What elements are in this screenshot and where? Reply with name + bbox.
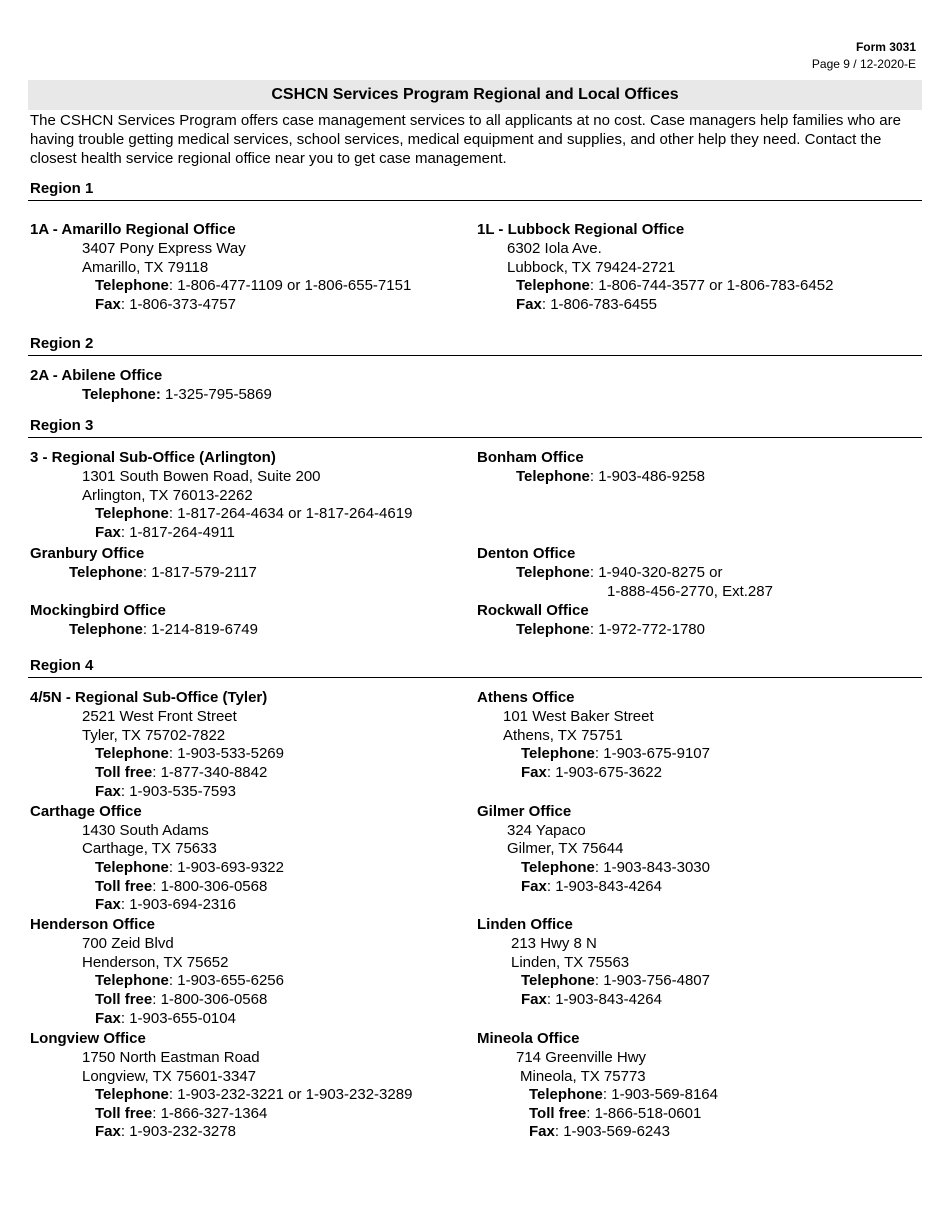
telephone-label: Telephone <box>516 621 590 638</box>
office-address-line1: 213 Hwy 8 N <box>511 935 597 952</box>
office-fax <box>95 296 236 314</box>
office-telephone <box>69 621 258 639</box>
fax-label: Fax <box>521 991 547 1008</box>
page-title: CSHCN Services Program Regional and Local Offices <box>271 86 679 103</box>
telephone-value: : 1-903-756-4807 <box>594 972 710 989</box>
telephone-label: Telephone <box>69 621 143 638</box>
office-fax <box>95 1123 236 1141</box>
office-address-line2: Amarillo, TX 79118 <box>82 259 209 276</box>
region-1-divider <box>28 200 922 201</box>
office-name: Longview Office <box>30 1030 146 1047</box>
office-telephone <box>516 564 723 582</box>
telephone-value: : 1-903-569-8164 <box>602 1086 718 1103</box>
region-4-divider <box>28 677 922 678</box>
office-address-line2: Tyler, TX 75702-7822 <box>82 727 226 744</box>
office-telephone <box>69 564 257 582</box>
office-address-line1: 714 Greenville Hwy <box>516 1049 647 1066</box>
telephone-value: : 1-806-477-1109 or 1-806-655-7151 <box>168 277 412 294</box>
telephone-label: Telephone: <box>82 386 161 403</box>
fax-value: : 1-806-783-6455 <box>541 296 657 313</box>
office-address-line2: Gilmer, TX 75644 <box>507 840 624 857</box>
office-address-line2: Henderson, TX 75652 <box>82 954 229 971</box>
telephone-value: : 1-214-819-6749 <box>142 621 258 638</box>
telephone-value: : 1-806-744-3577 or 1-806-783-6452 <box>589 277 834 294</box>
office-telephone <box>521 745 710 763</box>
region-4-heading: Region 4 <box>30 657 94 674</box>
telephone-label: Telephone <box>69 564 143 581</box>
office-telephone <box>521 972 710 990</box>
telephone-value: : 1-817-579-2117 <box>142 564 257 581</box>
office-name: Bonham Office <box>477 449 584 466</box>
office-telephone <box>95 859 284 877</box>
office-telephone <box>529 1086 718 1104</box>
tollfree-value: : 1-800-306-0568 <box>152 878 268 895</box>
office-address-line2: Mineola, TX 75773 <box>520 1068 646 1085</box>
telephone-label: Telephone <box>516 564 590 581</box>
office-name: Granbury Office <box>30 545 145 562</box>
office-name: Gilmer Office <box>477 803 572 820</box>
page-number: Page 9 / 12-2020-E <box>811 57 916 71</box>
fax-label: Fax <box>521 878 547 895</box>
fax-value: : 1-903-655-0104 <box>120 1010 236 1027</box>
office-address-line2: Linden, TX 75563 <box>511 954 630 971</box>
office-name: 2A - Abilene Office <box>30 367 163 384</box>
telephone-value: : 1-903-533-5269 <box>168 745 284 762</box>
fax-value: : 1-903-843-4264 <box>546 991 662 1008</box>
office-telephone <box>82 386 272 404</box>
fax-value: : 1-903-843-4264 <box>546 878 662 895</box>
office-name: Denton Office <box>477 545 576 562</box>
telephone-label: Telephone <box>95 505 169 522</box>
tollfree-label: Toll free <box>95 1105 153 1122</box>
fax-label: Fax <box>521 764 547 781</box>
fax-value: : 1-903-569-6243 <box>554 1123 670 1140</box>
office-telephone <box>95 505 412 523</box>
office-tollfree <box>95 1105 267 1123</box>
office-fax <box>95 783 236 801</box>
office-name: 4/5N - Regional Sub-Office (Tyler) <box>30 689 268 706</box>
office-telephone <box>95 745 284 763</box>
office-telephone-alt: 1-888-456-2770, Ext.287 <box>607 583 773 600</box>
tollfree-value: : 1-866-327-1364 <box>152 1105 268 1122</box>
telephone-label: Telephone <box>516 277 590 294</box>
office-fax <box>95 1010 236 1028</box>
tollfree-label: Toll free <box>529 1105 587 1122</box>
office-address-line1: 101 West Baker Street <box>503 708 654 725</box>
tollfree-label: Toll free <box>95 764 153 781</box>
telephone-value: : 1-903-843-3030 <box>594 859 710 876</box>
fax-label: Fax <box>95 783 121 800</box>
office-address-line2: Longview, TX 75601-3347 <box>82 1068 257 1085</box>
telephone-label: Telephone <box>95 1086 169 1103</box>
office-tollfree <box>95 991 267 1009</box>
office-tollfree <box>95 878 267 896</box>
office-telephone <box>516 277 833 295</box>
office-address-line1: 1301 South Bowen Road, Suite 200 <box>82 468 321 485</box>
telephone-label: Telephone <box>529 1086 603 1103</box>
office-name: 1L - Lubbock Regional Office <box>477 221 685 238</box>
office-name: 1A - Amarillo Regional Office <box>30 221 236 238</box>
office-tollfree <box>95 764 267 782</box>
fax-label: Fax <box>95 1010 121 1027</box>
office-name: Rockwall Office <box>477 602 589 619</box>
fax-value: : 1-903-535-7593 <box>120 783 236 800</box>
fax-value: : 1-806-373-4757 <box>120 296 236 313</box>
office-fax <box>95 896 236 914</box>
office-address-line1: 3407 Pony Express Way <box>82 240 246 257</box>
office-telephone <box>95 277 411 295</box>
fax-value: : 1-903-694-2316 <box>120 896 236 913</box>
region-2-divider <box>28 355 922 356</box>
office-telephone <box>516 468 705 486</box>
telephone-value: : 1-817-264-4634 or 1-817-264-4619 <box>168 505 413 522</box>
form-number: Form 3031 <box>855 40 916 54</box>
fax-value: : 1-903-675-3622 <box>546 764 662 781</box>
telephone-label: Telephone <box>516 468 590 485</box>
fax-label: Fax <box>95 524 121 541</box>
office-address-line2: Lubbock, TX 79424-2721 <box>507 259 676 276</box>
office-address-line1: 1430 South Adams <box>82 822 209 839</box>
telephone-value: : 1-903-486-9258 <box>589 468 705 485</box>
office-address-line2: Arlington, TX 76013-2262 <box>82 487 253 504</box>
office-address-line2: Athens, TX 75751 <box>503 727 623 744</box>
office-address-line1: 1750 North Eastman Road <box>82 1049 260 1066</box>
office-name: Athens Office <box>477 689 575 706</box>
telephone-label: Telephone <box>95 972 169 989</box>
fax-value: : 1-817-264-4911 <box>120 524 235 541</box>
tollfree-label: Toll free <box>95 991 153 1008</box>
office-name: Mineola Office <box>477 1030 580 1047</box>
fax-label: Fax <box>95 296 121 313</box>
telephone-label: Telephone <box>95 859 169 876</box>
office-fax <box>516 296 657 314</box>
title-banner <box>28 80 922 110</box>
telephone-label: Telephone <box>95 745 169 762</box>
intro-paragraph: The CSHCN Services Program offers case management services to all applicants at no cost. Case managers help families who are having trouble getting medical services, school services, medical equipment and supplies, and other help they need. Contact the closest health service regional office near you to get case management. <box>30 112 901 167</box>
fax-label: Fax <box>95 896 121 913</box>
office-telephone <box>95 1086 412 1104</box>
fax-label: Fax <box>516 296 542 313</box>
tollfree-value: : 1-866-518-0601 <box>586 1105 702 1122</box>
tollfree-label: Toll free <box>95 878 153 895</box>
office-fax <box>95 524 235 542</box>
telephone-value: : 1-903-675-9107 <box>594 745 710 762</box>
telephone-label: Telephone <box>95 277 169 294</box>
office-name: Linden Office <box>477 916 573 933</box>
office-fax <box>521 991 662 1009</box>
fax-label: Fax <box>529 1123 555 1140</box>
office-fax <box>529 1123 670 1141</box>
office-address-line1: 324 Yapaco <box>507 822 586 839</box>
telephone-label: Telephone <box>521 972 595 989</box>
office-address-line1: 2521 West Front Street <box>82 708 237 725</box>
office-address-line1: 6302 Iola Ave. <box>507 240 602 257</box>
office-telephone <box>521 859 710 877</box>
telephone-value: 1-325-795-5869 <box>160 386 272 403</box>
region-2-heading: Region 2 <box>30 335 94 352</box>
telephone-value: : 1-903-655-6256 <box>168 972 284 989</box>
region-1-heading: Region 1 <box>30 180 94 197</box>
office-name: Mockingbird Office <box>30 602 166 619</box>
office-fax <box>521 764 662 782</box>
telephone-value: : 1-903-232-3221 or 1-903-232-3289 <box>168 1086 413 1103</box>
telephone-label: Telephone <box>521 745 595 762</box>
telephone-label: Telephone <box>521 859 595 876</box>
telephone-value: : 1-903-693-9322 <box>168 859 284 876</box>
office-address-line1: 700 Zeid Blvd <box>82 935 174 952</box>
office-tollfree <box>529 1105 701 1123</box>
office-telephone <box>516 621 705 639</box>
office-fax <box>521 878 662 896</box>
fax-value: : 1-903-232-3278 <box>120 1123 236 1140</box>
tollfree-value: : 1-877-340-8842 <box>152 764 268 781</box>
office-name: Henderson Office <box>30 916 156 933</box>
office-telephone <box>95 972 284 990</box>
telephone-value: : 1-940-320-8275 or <box>589 564 723 581</box>
office-name: 3 - Regional Sub-Office (Arlington) <box>30 449 276 466</box>
fax-label: Fax <box>95 1123 121 1140</box>
region-3-divider <box>28 437 922 438</box>
office-name: Carthage Office <box>30 803 142 820</box>
tollfree-value: : 1-800-306-0568 <box>152 991 268 1008</box>
region-3-heading: Region 3 <box>30 417 94 434</box>
telephone-value: : 1-972-772-1780 <box>589 621 705 638</box>
office-address-line2: Carthage, TX 75633 <box>82 840 217 857</box>
